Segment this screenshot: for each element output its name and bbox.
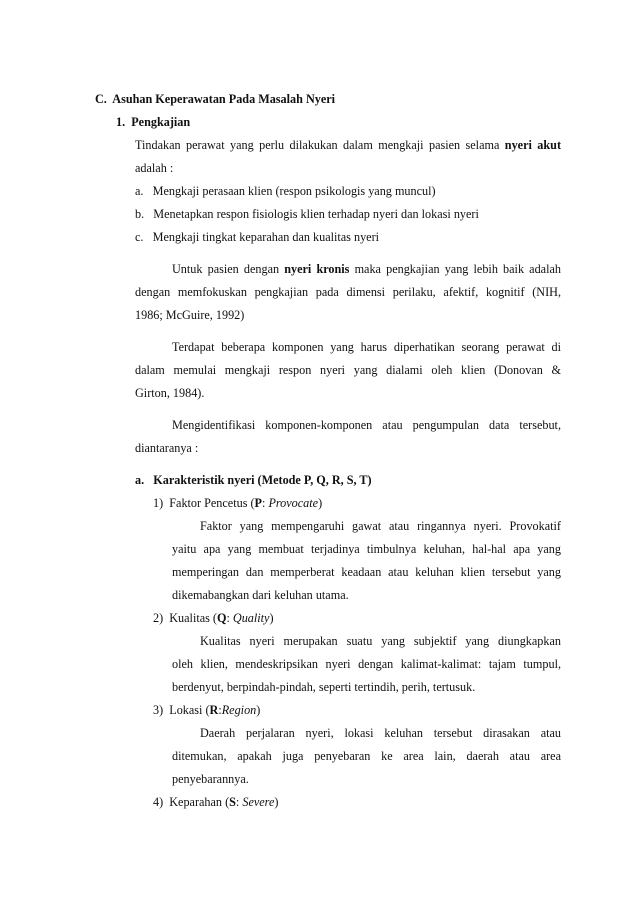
list-item xyxy=(135,183,436,199)
para-komponen-line-1: Terdapat beberapa komponen yang harus diperhatikan seorang perawat di xyxy=(172,340,561,354)
item-label: Faktor Pencetus ( xyxy=(169,496,255,510)
section-label: C. xyxy=(95,92,107,106)
item-key: R xyxy=(209,703,219,717)
para-komponen-line-3: Girton, 1984). xyxy=(135,386,205,400)
item-number: 1) xyxy=(153,496,164,510)
para-kronis-line-3: 1986; McGuire, 1992) xyxy=(135,308,245,322)
intro-text: Tindakan perawat yang perlu dilakukan dalam mengkaji pasien selama xyxy=(135,138,505,152)
karakteristik-title: Karakteristik nyeri (Metode P, Q, R, S, T) xyxy=(153,473,372,487)
list-item xyxy=(135,206,479,222)
intro-line-1 xyxy=(135,137,561,153)
item-heading-severe xyxy=(153,794,278,810)
item-p-line: Faktor yang mempengaruhi gawat atau ringannya nyeri. Provokatif xyxy=(200,519,561,533)
para-kronis-line-2: dengan memfokuskan pengkajian pada dimensi perilaku, afektif, kognitif (NIH, xyxy=(135,285,561,299)
item-r-line: Daerah perjalaran nyeri, lokasi keluhan tersebut dirasakan atau xyxy=(200,726,561,740)
para-kronis-line-1 xyxy=(172,261,561,277)
para-identifikasi-line-1: Mengidentifikasi komponen-komponen atau pengumpulan data tersebut, xyxy=(172,418,561,432)
item-sep: : xyxy=(262,496,269,510)
list-item xyxy=(135,229,379,245)
item-term: Severe xyxy=(242,795,275,809)
item-label: Keparahan ( xyxy=(169,795,230,809)
para-bold-term: nyeri kronis xyxy=(284,262,350,276)
subsection-title: Pengkajian xyxy=(131,115,191,129)
item-q-line: Kualitas nyeri merupakan suatu yang subjektif yang diungkapkan xyxy=(200,634,561,648)
karakteristik-heading xyxy=(135,472,372,488)
item-term: Provocate xyxy=(268,496,319,510)
item-sep: : xyxy=(235,795,243,809)
item-key: P xyxy=(254,496,262,510)
item-close: ) xyxy=(269,611,274,625)
section-heading xyxy=(95,91,335,107)
item-p-line: memperingan dan memperberat keadaan atau keluhan klien tersebut yang xyxy=(172,565,561,579)
item-q-line: oleh klien, mendeskripsikan nyeri dengan kalimat-kalimat: tajam tumpul, xyxy=(172,657,561,671)
list-text: Mengkaji perasaan klien (respon psikologis yang muncul) xyxy=(152,184,436,198)
item-q-line: berdenyut, berpindah-pindah, seperti tertindih, perih, tertusuk. xyxy=(172,680,476,694)
para-text: Untuk pasien dengan xyxy=(172,262,285,276)
item-term: Region xyxy=(221,703,257,717)
subsection-heading xyxy=(116,114,190,130)
item-r-line: penyebarannya. xyxy=(172,772,249,786)
item-label: Lokasi ( xyxy=(169,703,210,717)
item-sep: : xyxy=(226,611,233,625)
intro-line-2: adalah : xyxy=(135,161,174,175)
item-close: ) xyxy=(274,795,279,809)
para-identifikasi-line-2: diantaranya : xyxy=(135,441,199,455)
list-text: Mengkaji tingkat keparahan dan kualitas nyeri xyxy=(152,230,380,244)
item-term: Quality xyxy=(232,611,270,625)
list-text: Menetapkan respon fisiologis klien terhadap nyeri dan lokasi nyeri xyxy=(153,207,479,221)
item-key: S xyxy=(229,795,236,809)
item-heading-region xyxy=(153,702,260,718)
list-marker: b. xyxy=(135,207,145,221)
item-number: 2) xyxy=(153,611,164,625)
item-label: Kualitas ( xyxy=(169,611,217,625)
karakteristik-marker: a. xyxy=(135,473,145,487)
item-heading-quality xyxy=(153,610,274,626)
item-sep: : xyxy=(218,703,222,717)
item-number: 3) xyxy=(153,703,164,717)
item-close: ) xyxy=(318,496,323,510)
item-heading-provocate xyxy=(153,495,322,511)
list-marker: c. xyxy=(135,230,144,244)
item-key: Q xyxy=(216,611,227,625)
item-r-line: ditemukan, apakah juga penyebaran ke area lain, daerah atau area xyxy=(172,749,561,763)
list-marker: a. xyxy=(135,184,144,198)
subsection-number: 1. xyxy=(116,115,126,129)
item-number: 4) xyxy=(153,795,164,809)
item-p-line: yaitu apa yang membuat terjadinya timbulnya keluhan, hal-hal apa yang xyxy=(172,542,561,556)
intro-bold-term: nyeri akut xyxy=(504,138,561,152)
item-p-line: dikemabangkan dari keluhan utama. xyxy=(172,588,349,602)
item-close: ) xyxy=(256,703,261,717)
para-komponen-line-2: dalam memulai mengkaji respon nyeri yang dialami oleh klien (Donovan & xyxy=(135,363,561,377)
para-text: maka pengkajian yang lebih baik adalah xyxy=(349,262,561,276)
section-title: Asuhan Keperawatan Pada Masalah Nyeri xyxy=(112,92,336,106)
